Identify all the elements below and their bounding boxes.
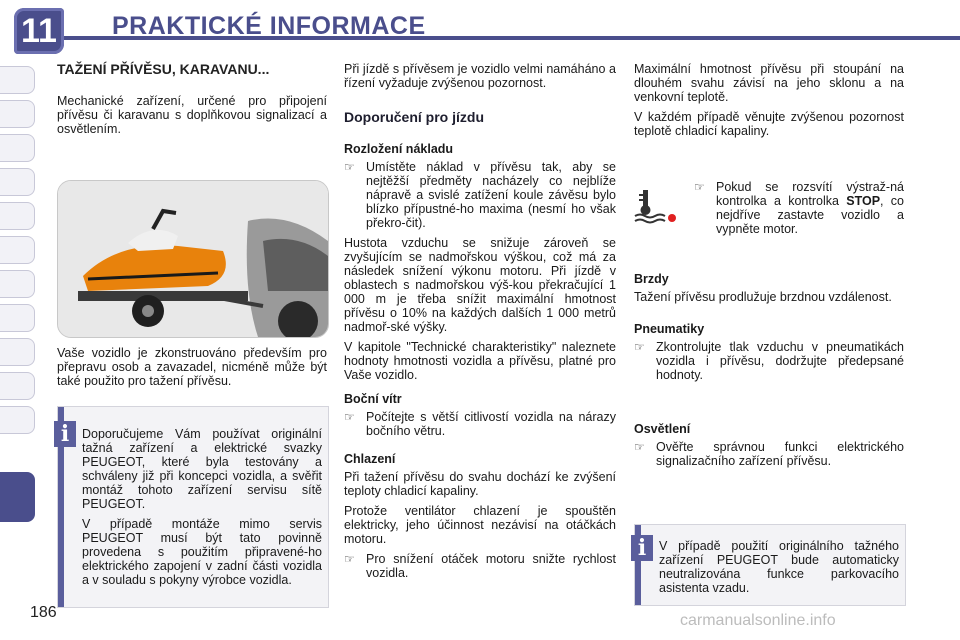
chapter-badge: 11: [14, 8, 64, 54]
info-box: [57, 406, 329, 608]
bullet-item: [344, 160, 616, 230]
jetski-trailer-illustration: [57, 180, 329, 338]
pointing-hand-icon: ☞: [634, 340, 645, 354]
watermark: carmanualsonline.info: [680, 612, 836, 629]
intro-text: Při jízdě s přívěsem je vozidlo velmi namáháno a řízení vyžaduje zvýšenou pozornost.: [344, 62, 616, 90]
section-heading: TAŽENÍ PŘÍVĚSU, KARAVANU...: [57, 61, 270, 77]
chapter-tab[interactable]: [0, 66, 35, 94]
bullet-text: Umístěte náklad v přívěsu tak, aby se nejtěžší předměty nacházely co nejblíže nápravě a svislé zatížení koule závěsu bylo blízko přípustné-ho maxima (nesmí ho však překro-čit).: [366, 160, 616, 230]
body-text: V kapitole "Technické charakteristiky" naleznete hodnoty hmotnosti vozidla a přívěsu, platné pro Vaše vozidlo.: [344, 340, 616, 382]
subheading: Brzdy: [634, 272, 669, 286]
chapter-tab[interactable]: [0, 372, 35, 400]
chapter-tab[interactable]: [0, 100, 35, 128]
info-content: [659, 539, 899, 601]
body-text: Hustota vzduchu se snižuje zároveň se zvyšujícím se nadmořskou výškou, což má za následek snížení výkonu motoru. Při jízdě v oblastech s nadmořskou výš-kou překračující 1 000 m je třeba snížit maximální hmotnost přívěsu o 10% na každých dalších 1 000 metrů nadmoř-ské výšky.: [344, 236, 616, 334]
column-3: [634, 62, 904, 144]
chapter-tab[interactable]: [0, 270, 35, 298]
subheading: Rozložení nákladu: [344, 142, 454, 156]
subheading: Osvětlení: [634, 422, 691, 436]
info-paragraph: V případě použití originálního tažného zařízení PEUGEOT bude automaticky neutralizována funkce parkovacího asistenta vzadu.: [659, 539, 899, 595]
info-content: [82, 427, 322, 593]
chapter-tab[interactable]: [0, 202, 35, 230]
page-title: PRAKTICKÉ INFORMACE: [112, 12, 426, 40]
bullet-text: [716, 180, 904, 236]
pointing-hand-icon: ☞: [344, 410, 355, 424]
chapter-tab[interactable]: [0, 236, 35, 264]
subheading: Pneumatiky: [634, 322, 705, 336]
bullet-item: [344, 552, 616, 580]
warning-block: [694, 180, 904, 242]
info-box: [634, 524, 906, 606]
intro-text: Mechanické zařízení, určené pro připojení přívěsu či karavanu s doplňkovou signalizací a osvětlením.: [57, 94, 327, 136]
bullet-item: [634, 440, 904, 468]
pointing-hand-icon: ☞: [344, 160, 355, 174]
warning-text: Pokud se rozsvítí výstraž-ná kontrolka a kontrolka: [716, 180, 904, 208]
body-text: Při tažení přívěsu do svahu dochází ke zvýšení teploty chladicí kapaliny.: [344, 470, 616, 498]
stop-label: STOP: [846, 194, 881, 208]
pointing-hand-icon: ☞: [694, 180, 705, 194]
info-paragraph: V případě montáže mimo servis PEUGEOT musí být tato povinně provedena s použitím připravené-ho elektrického zapojení v zadní části vozidla a v souladu s pokyny výrobce vozidla.: [82, 517, 322, 587]
info-icon: i: [54, 421, 76, 447]
chapter-tab-active[interactable]: [0, 472, 35, 522]
pointing-hand-icon: ☞: [634, 440, 645, 454]
body-text: Tažení přívěsu prodlužuje brzdnou vzdálenost.: [634, 290, 892, 304]
body-text: V každém případě věnujte zvýšenou pozornost teplotě chladicí kapaliny.: [634, 110, 904, 138]
bullet-text: Pro snížení otáček motoru snižte rychlost vozidla.: [366, 552, 616, 580]
bullet-item: [694, 180, 904, 236]
chapter-tab[interactable]: [0, 134, 35, 162]
chapter-tab[interactable]: [0, 168, 35, 196]
trailer-image: [58, 181, 328, 337]
column-2: [344, 62, 616, 586]
chapter-tabs: [0, 60, 40, 640]
subheading: Boční vítr: [344, 392, 402, 406]
info-icon: i: [631, 535, 653, 561]
column-1-lower: [57, 346, 327, 394]
subheading: Chlazení: [344, 452, 396, 466]
info-paragraph: Doporučujeme Vám používat originální tažná zařízení a elektrické svazky PEUGEOT, které byla testovány a schváleny již při koncepci vozidla, a svěřit montáž tohoto zařízení servisu sítě PEUGEOT.: [82, 427, 322, 511]
chapter-tab[interactable]: [0, 304, 35, 332]
pointing-hand-icon: ☞: [344, 552, 355, 566]
after-image-text: Vaše vozidlo je zkonstruováno především pro přepravu osob a zavazadel, nicméně může být také použito pro tažení přívěsu.: [57, 346, 327, 388]
body-text: Maximální hmotnost přívěsu při stoupání na dlouhém svahu závisí na jeho sklonu a na venkovní teplotě.: [634, 62, 904, 104]
coolant-temperature-warning-icon: [633, 188, 677, 224]
body-text: Protože ventilátor chlazení je spouštěn elektricky, jeho účinnost nezávisí na otáčkách motoru.: [344, 504, 616, 546]
column-3-lower: [634, 262, 904, 474]
bullet-text: Ověřte správnou funkci elektrického signalizačního zařízení přívěsu.: [656, 440, 904, 468]
bullet-item: [634, 340, 904, 382]
bullet-item: [344, 410, 616, 438]
section-heading: Doporučení pro jízdu: [344, 109, 484, 125]
bullet-text: Počítejte s větší citlivostí vozidla na nárazy bočního větru.: [366, 410, 616, 438]
chapter-tab[interactable]: [0, 406, 35, 434]
chapter-tab[interactable]: [0, 338, 35, 366]
column-1: [57, 62, 327, 142]
warning-text: , co nejdříve zastavte vozidlo a vypněte motor.: [716, 194, 904, 236]
page-number: 186: [30, 604, 57, 621]
bullet-text: Zkontrolujte tlak vzduchu v pneumatikách vozidla i přívěsu, dodržujte předepsané hodnoty.: [656, 340, 904, 382]
